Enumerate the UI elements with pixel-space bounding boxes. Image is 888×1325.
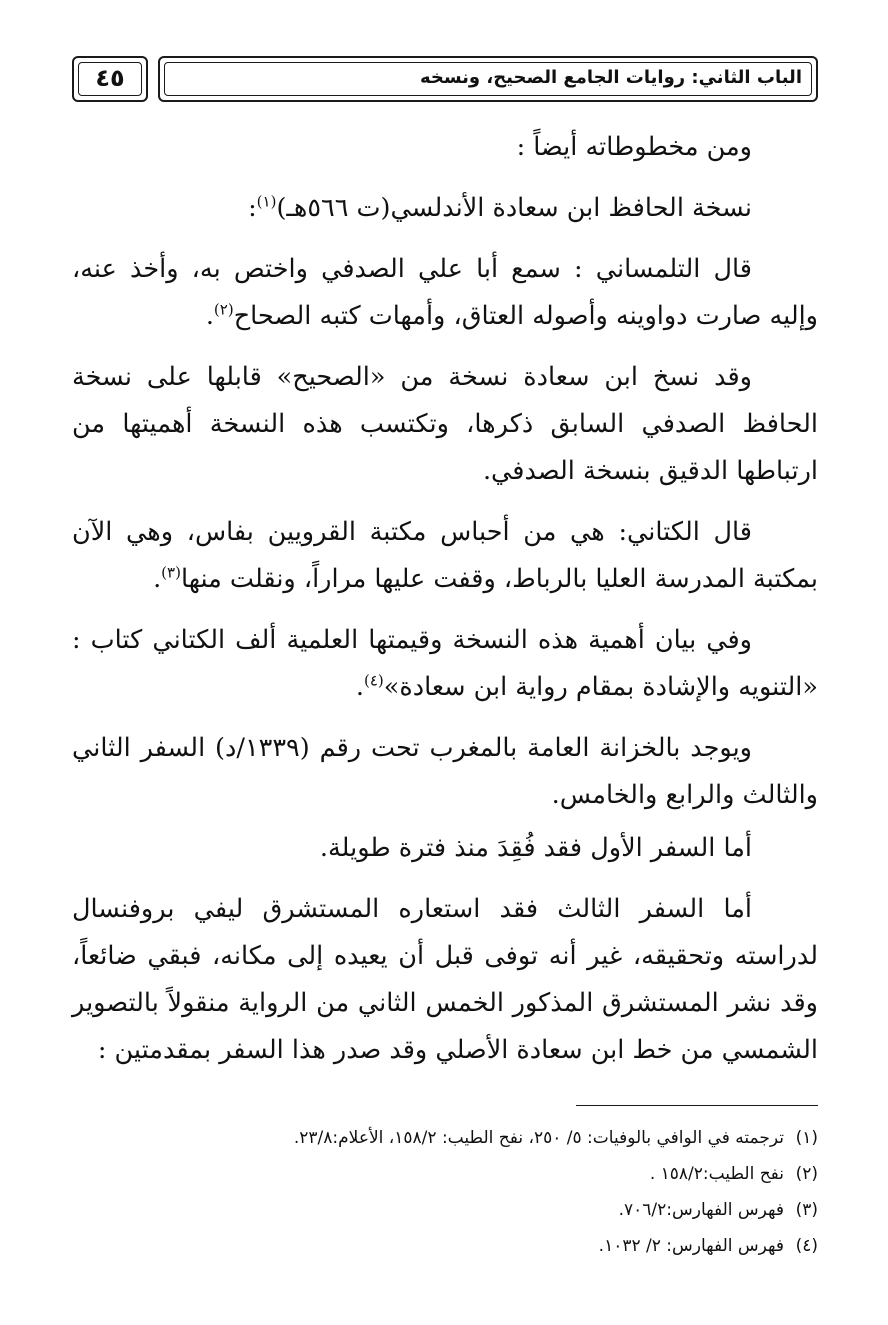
running-title-frame [158,56,818,102]
footnote-number: (٤) [795,1236,818,1256]
footnote [72,1228,818,1264]
page-header [72,56,818,104]
paragraph: أما السفر الأول فقد فُقِدَ منذ فترة طويلة. [319,833,752,863]
footnote-divider [576,1105,818,1106]
footnote-ref[interactable]: (٤) [363,671,384,690]
footnote-text: فهرس الفهارس:٧٠٦/٢. [618,1200,784,1220]
paragraph: ومن مخطوطاته أيضاً : [516,132,752,162]
paragraph: نسخة الحافظ ابن سعادة الأندلسي(ت ٥٦٦هـ)$^{(١)}$: [248,192,752,223]
footnote [72,1192,818,1228]
paragraph: أما السفر الثالث فقد استعاره المستشرق ليفي بروفنسال لدراسته وتحقيقه، غير أنه توفى قبل أن يعيده إلى مكانه، فبقي ضائعاً، وقد نشر المستشرق المذكور الخمس الثاني من الرواية منقولاً بالتصوير الشمسي من خط ابن سعادة الأصلي وقد صدر هذا السفر بمقدمتين : [72,894,818,1065]
footnote-ref[interactable]: (١) [256,192,277,211]
footnote-text: ترجمته في الوافي بالوفيات: ٥/ ٢٥٠، نفح الطيب: ١٥٨/٢، الأعلام:٢٣/٨. [293,1128,784,1148]
footnote-number: (٣) [795,1200,818,1220]
footnote-number: (٢) [795,1164,818,1184]
page-number-frame [72,56,148,102]
footnote [72,1120,818,1156]
footnote-text: نفح الطيب:١٥٨/٢ . [649,1164,784,1184]
footnote [72,1156,818,1192]
paragraph: قال الكتاني: هي من أحباس مكتبة القرويين بفاس، وهي الآن بمكتبة المدرسة العليا بالرباط، وقفت عليها مراراً، ونقلت منها$^{(٣)}$. [72,517,818,594]
footnote-ref[interactable]: (٢) [213,300,234,319]
paragraph: ويوجد بالخزانة العامة بالمغرب تحت رقم (١٣٣٩/د) السفر الثاني والثالث والرابع والخامس. [72,733,818,810]
footnote-text: فهرس الفهارس: ٢/ ١٠٣٢. [598,1236,784,1256]
paragraph: قال التلمساني : سمع أبا علي الصدفي واختص به، وأخذ عنه، وإليه صارت دواوينه وأصوله العتاق، وأمهات كتبه الصحاح$^{(٢)}$. [72,254,818,331]
page-number: ٤٥ [95,64,125,92]
paragraph: وفي بيان أهمية هذه النسخة وقيمتها العلمية ألف الكتاني كتاب : «التنويه والإشادة بمقام رواية ابن سعادة»$^{(٤)}$. [72,625,818,702]
running-title: الباب الثاني: روايات الجامع الصحيح، ونسخه [419,67,802,88]
paragraph: وقد نسخ ابن سعادة نسخة من «الصحيح» قابلها على نسخة الحافظ الصدفي السابق ذكرها، وتكتسب هذه النسخة أهميتها من ارتباطها الدقيق بنسخة الصدفي. [72,362,818,486]
main-text [72,124,818,1088]
footnote-number: (١) [795,1128,818,1148]
footnotes [72,1120,818,1264]
footnote-ref[interactable]: (٣) [161,563,181,582]
